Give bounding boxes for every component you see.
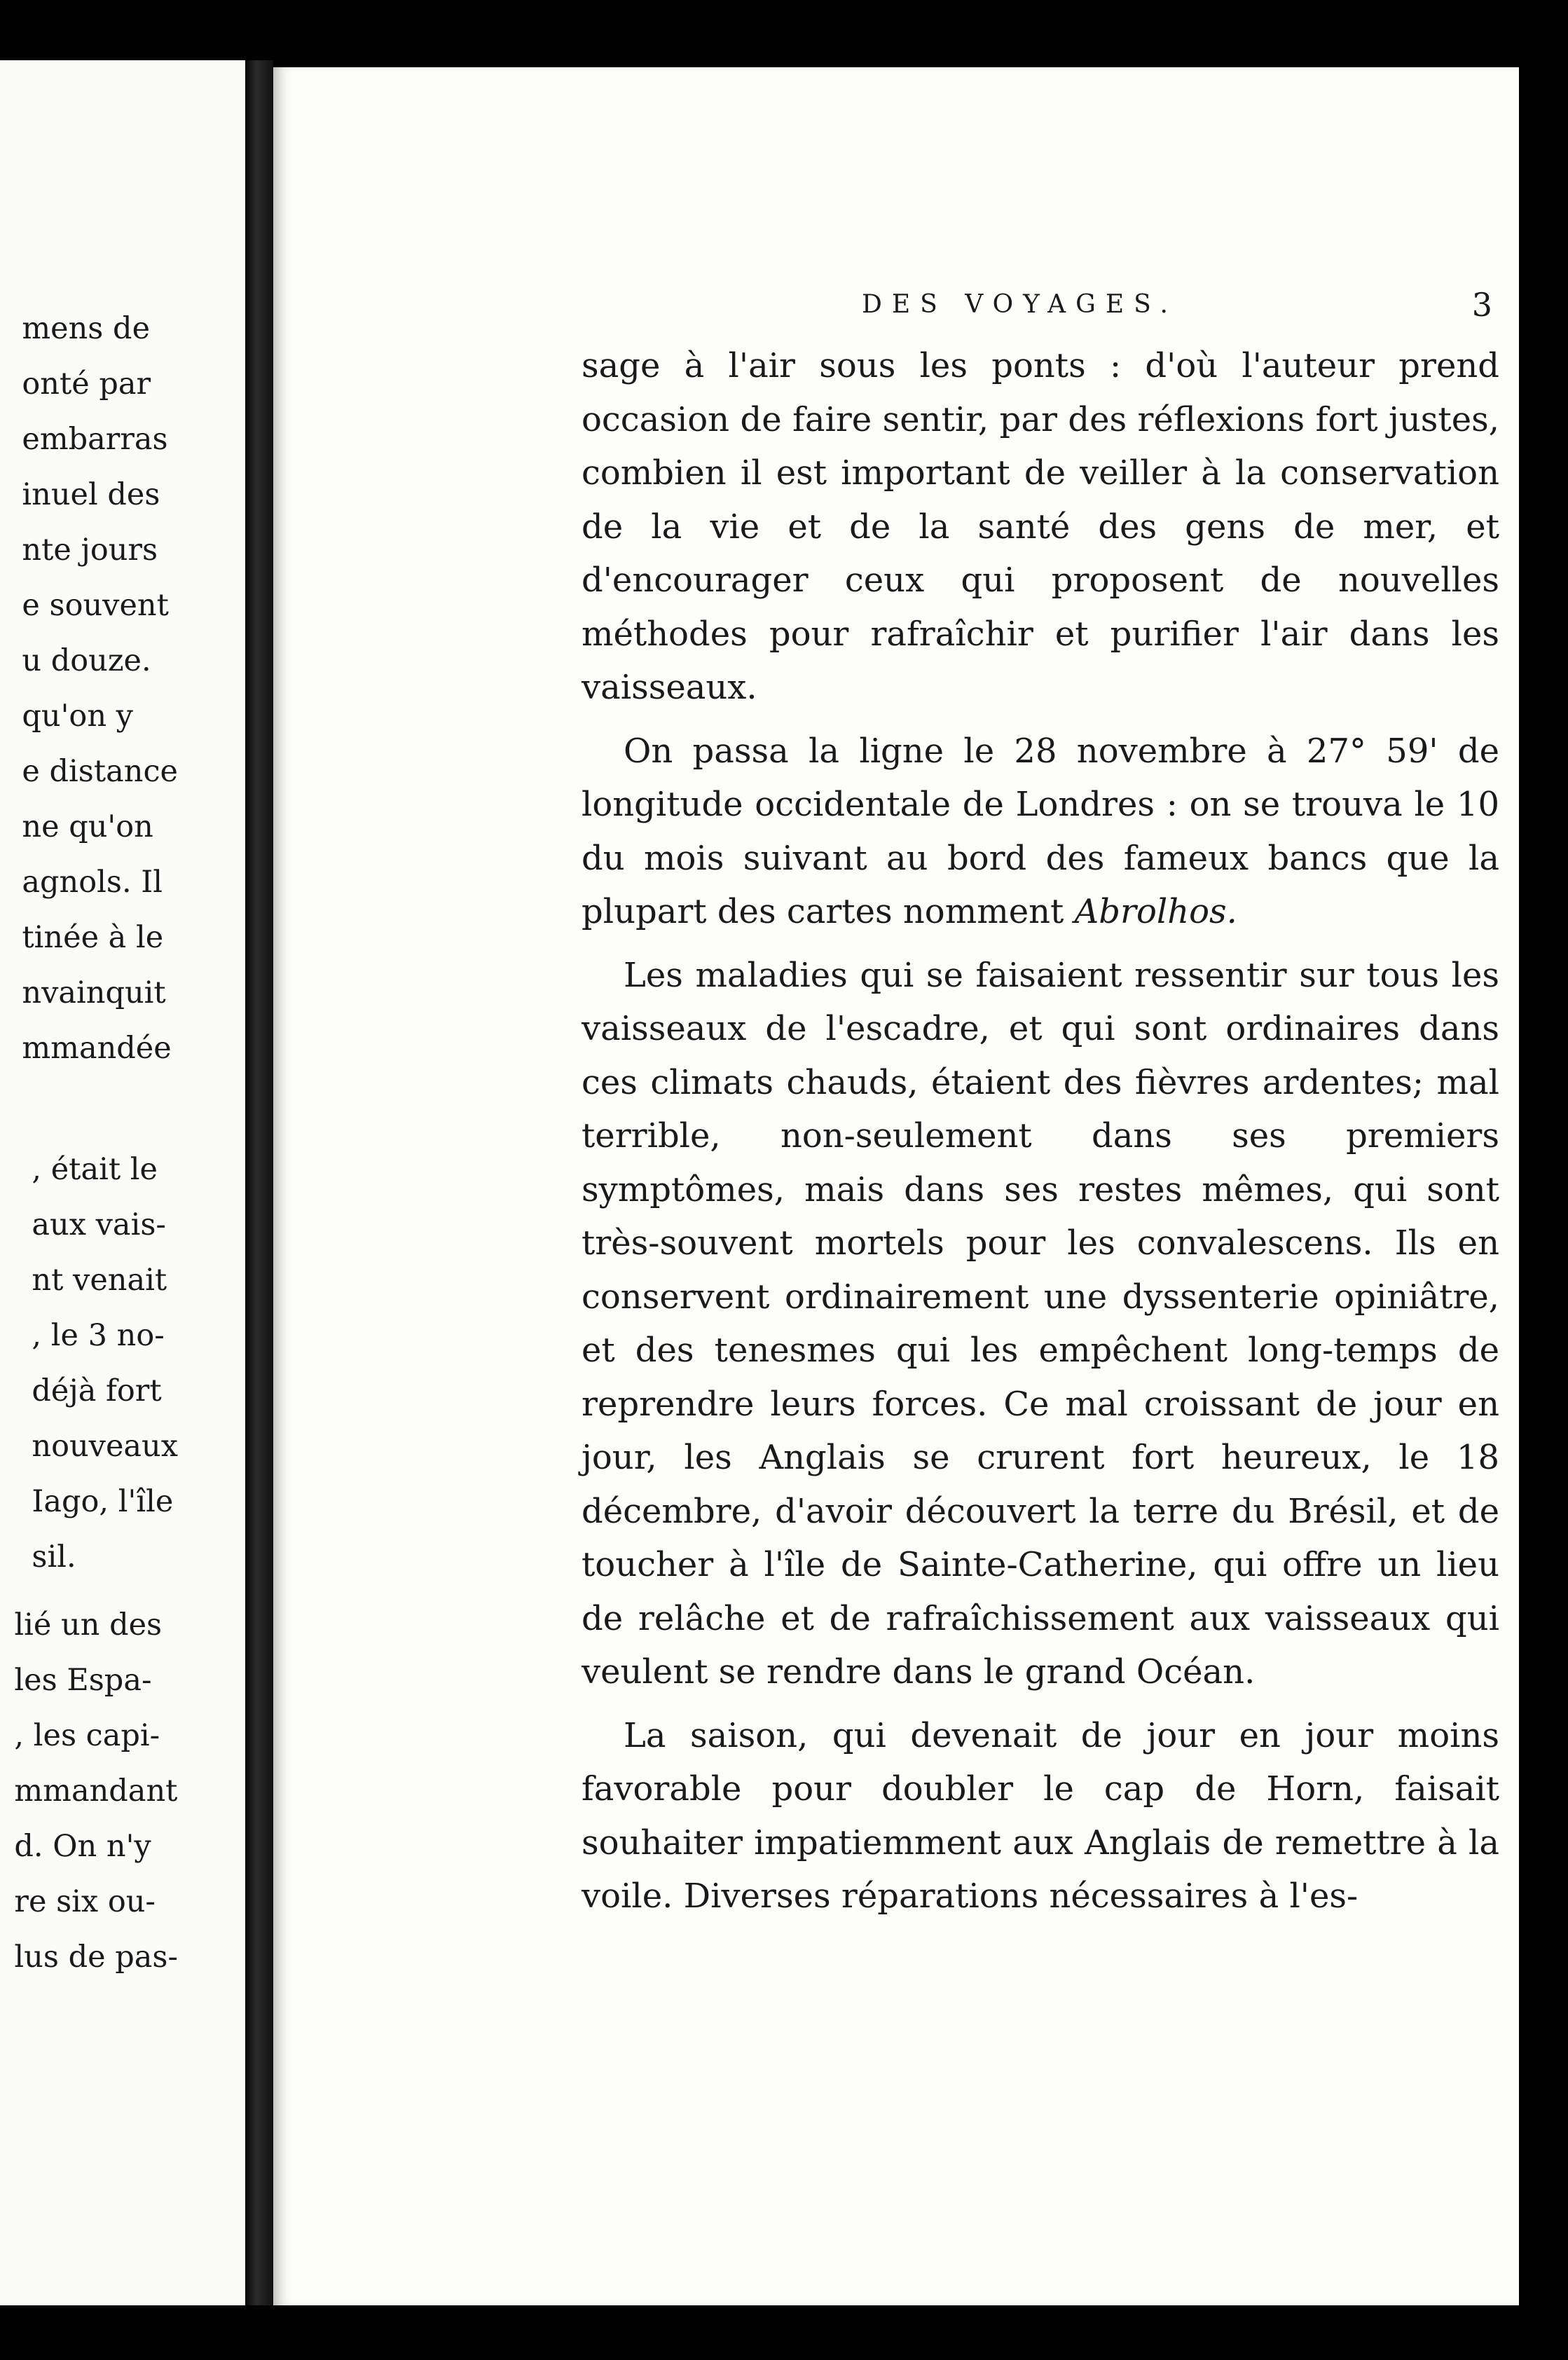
left-line: , le 3 no- [32,1318,165,1353]
left-line: sil. [32,1539,76,1575]
previous-page-fragment [0,60,245,2305]
left-line: mmandant [14,1774,178,1809]
left-line: qu'on y [22,699,133,734]
left-line: embarras [22,422,168,457]
left-line: , était le [32,1152,158,1187]
left-line: Iago, l'île [32,1484,174,1519]
paragraph-2 [582,725,1499,939]
paragraph-3: Les maladies qui se faisaient ressentir sur tous les vaisseaux de l'escadre, et qui sont ordinaires dans ces climats chauds, étaient des fièvres ardentes; mal terrible, non-seulement dans ses premiers symptômes, mais dans ses restes mêmes, qui sont très-souvent mortels pour les convalescens. Ils en conservent ordinairement une dyssenterie opiniâtre, et des tenesmes qui les empêchent long-temps de reprendre leurs forces. Ce mal croissant de jour en jour, les Anglais se crurent fort heureux, le 18 décembre, d'avoir découvert la terre du Brésil, et de toucher à l'île de Sainte-Catherine, qui offre un lieu de relâche et de rafraîchissement aux vaisseaux qui veulent se rendre dans le grand Océan. [582,955,1499,1692]
left-line: nt venait [32,1263,167,1298]
running-header [582,280,1492,329]
left-line: inuel des [22,477,160,512]
current-page [273,67,1519,2305]
left-text-block-1 [22,301,178,1076]
book-gutter [245,60,273,2305]
left-line: nouveaux [32,1429,178,1464]
left-line: nte jours [22,533,158,568]
left-line: onté par [22,366,151,402]
left-line: lus de pas- [14,1940,178,1975]
left-line: u douze. [22,643,151,678]
left-line: aux vais- [32,1207,166,1242]
italic-term: Abrolhos. [1074,892,1237,931]
left-line: d. On n'y [14,1829,151,1864]
left-line: e souvent [22,588,169,623]
left-line: lié un des [14,1607,163,1642]
left-line: mmandée [22,1031,172,1066]
left-line: les Espa- [14,1663,152,1698]
left-line: ne qu'on [22,809,153,844]
paragraph-2-text: On passa la ligne le 28 novembre à 27° 59' de longitude occidentale de Londres : on se trouva le 10 du mois suivant au bord des fameux bancs que la plupart des cartes nomment [582,731,1499,931]
body-text [582,339,1499,1923]
page-number: 3 [1471,286,1492,324]
left-line: nvainquit [22,975,166,1010]
paragraph-1: sage à l'air sous les ponts : d'où l'auteur prend occasion de faire sentir, par des réflexions fort justes, combien il est important de veiller à la conservation de la vie et de la santé des gens de mer, et d'encourager ceux qui proposent de nouvelles méthodes pour rafraîchir et purifier l'air dans les vaisseaux. [582,346,1499,707]
left-line: re six ou- [14,1884,156,1919]
left-text-block-3 [14,1598,178,1985]
running-title: DES VOYAGES. [862,290,1178,319]
left-line: , les capi- [14,1718,160,1753]
left-line: mens de [22,311,151,346]
left-text-block-2 [32,1142,178,1585]
paragraph-4: La saison, qui devenait de jour en jour moins favorable pour doubler le cap de Horn, faisait souhaiter impatiemment aux Anglais de remettre à la voile. Diverses réparations nécessaires à l'es- [582,1715,1499,1916]
left-line: e distance [22,754,178,789]
left-line: tinée à le [22,920,164,955]
left-line: déjà fort [32,1373,162,1408]
left-line: agnols. Il [22,865,163,900]
